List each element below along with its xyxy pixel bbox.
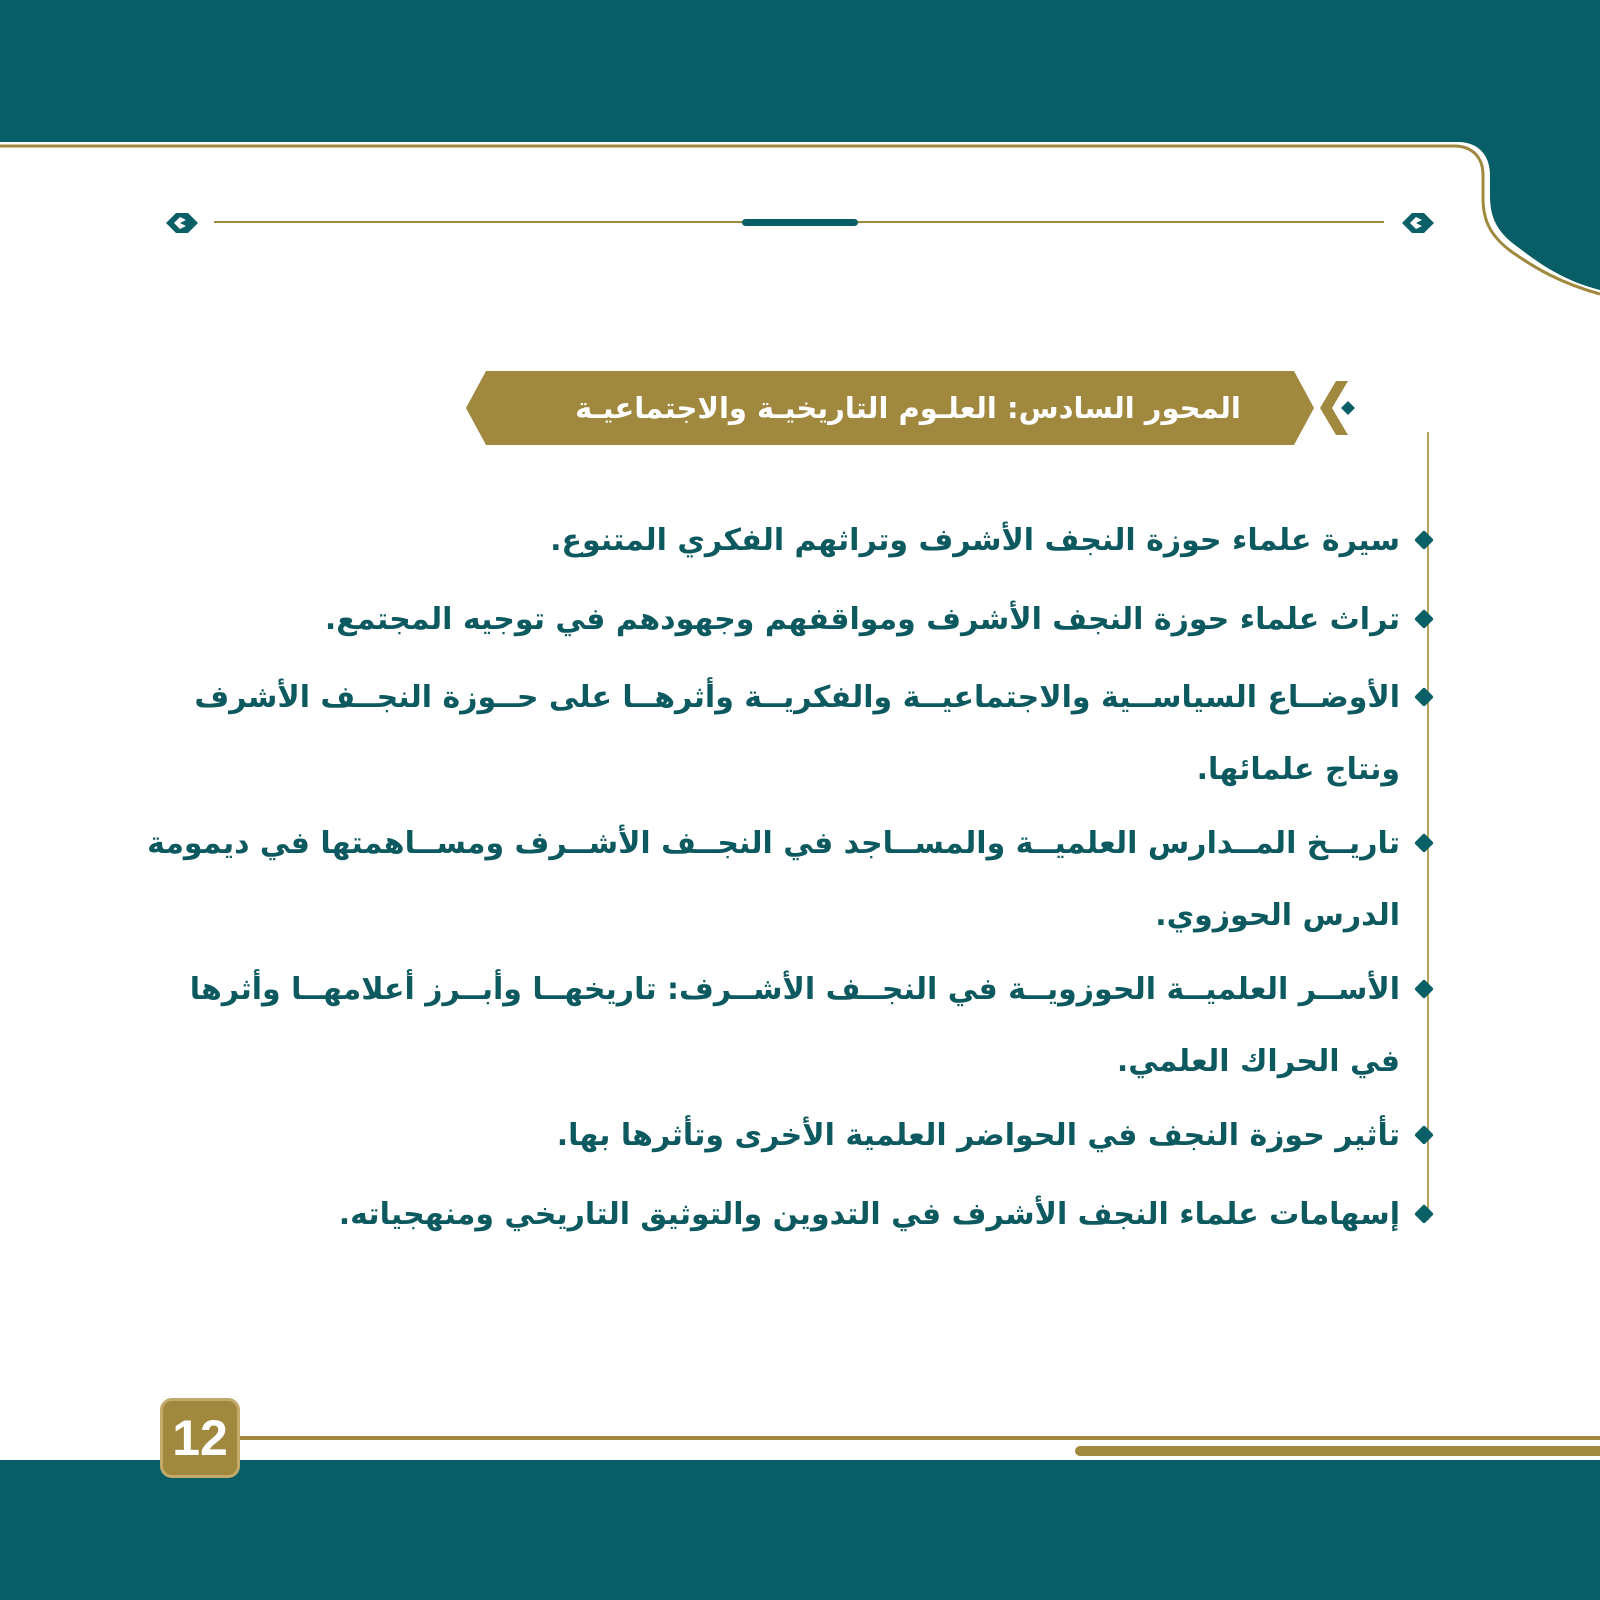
list-item: إسهامات علماء النجف الأشرف في التدوين والتوثيق التاريخي ومنهجياته. [338, 1197, 1400, 1232]
list-item: سيرة علماء حوزة النجف الأشرف وتراثهم الفكري المتنوع. [550, 523, 1400, 558]
list-spine [1427, 432, 1429, 1220]
top-rule-accent [742, 219, 858, 226]
bottom-rule [240, 1436, 1600, 1440]
page-number: 12 [172, 1410, 228, 1466]
diamond-bullet-icon [1414, 979, 1434, 999]
knot-ornament-icon [162, 208, 202, 238]
list-item: الأســر العلميــة الحوزويــة في النجــف الأشــرف: تاريخهــا وأبــرز أعلامهــا وأثرها في الحراك العلمي. [189, 972, 1400, 1079]
list-item: الأوضــاع السياســية والاجتماعيــة والفكريــة وأثرهــا على حــوزة النجــف الأشرف ونتاج علمائها. [194, 680, 1400, 787]
diamond-bullet-icon [1414, 530, 1434, 550]
bottom-rule-accent [1075, 1446, 1600, 1456]
knot-ornament-icon [1398, 208, 1438, 238]
section-heading: المحور السادس: العلـوم التاريخيـة والاجتماعيـة [575, 391, 1241, 425]
bottom-band [0, 1460, 1600, 1600]
diamond-bullet-icon [1414, 687, 1434, 707]
diamond-bullet-icon [1414, 833, 1434, 853]
diamond-bullet-icon [1414, 609, 1434, 629]
list-item: تأثير حوزة النجف في الحواضر العلمية الأخرى وتأثرها بها. [556, 1118, 1400, 1153]
diamond-bullet-icon [1414, 1204, 1434, 1224]
diamond-bullet-icon [1414, 1125, 1434, 1145]
top-frame-decoration [0, 0, 1600, 320]
list-item: تاريــخ المــدارس العلميــة والمســاجد في النجــف الأشــرف ومســاهمتها في ديمومة الدرس الحوزوي. [147, 826, 1400, 933]
list-item: تراث علماء حوزة النجف الأشرف ومواقفهم وجهودهم في توجيه المجتمع. [324, 602, 1400, 637]
